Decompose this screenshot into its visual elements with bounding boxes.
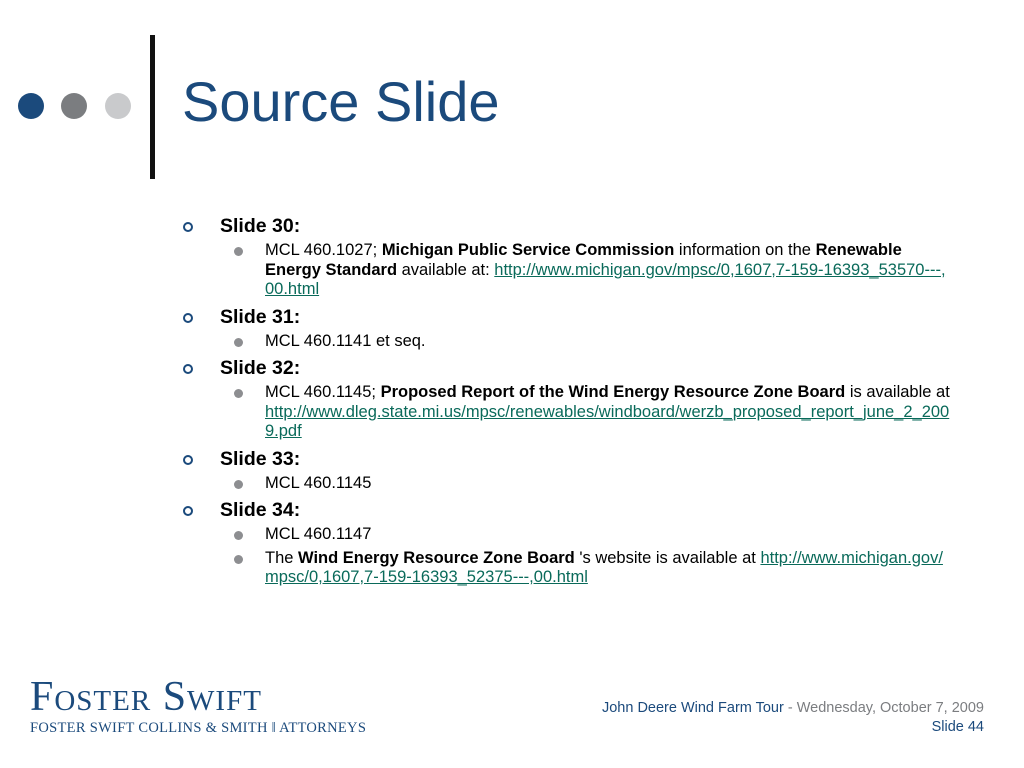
dot-bullet-icon xyxy=(234,555,243,564)
item-text: information on the xyxy=(674,241,816,259)
bold-text: Proposed Report of the Wind Energy Resource Zone Board xyxy=(380,383,846,401)
list-item xyxy=(265,332,953,352)
section-heading-label: Slide 34: xyxy=(220,499,301,521)
list-item xyxy=(265,525,953,545)
logo-wordmark: Foster Swift xyxy=(30,674,262,720)
list-item xyxy=(265,241,953,300)
ring-bullet-icon xyxy=(183,455,193,465)
ring-bullet-icon xyxy=(183,313,193,323)
section-heading-label: Slide 31: xyxy=(220,305,301,328)
list-item xyxy=(265,474,953,494)
source-link[interactable]: http://www.michigan.gov/mpsc/0,1607,7-159-16393_52375---,00.html xyxy=(265,548,943,586)
footer-date: - Wednesday, October 7, 2009 xyxy=(783,700,984,716)
dot-bullet-icon xyxy=(234,531,243,540)
item-text: available at: xyxy=(397,260,495,279)
light-gray-dot-icon xyxy=(105,93,131,119)
title-divider xyxy=(150,35,155,179)
bold-text: Renewable Energy Standard xyxy=(265,241,902,279)
logo-tagline: FOSTER SWIFT COLLINS & SMITH ‖ ATTORNEYS xyxy=(30,720,367,736)
source-section xyxy=(183,447,953,494)
item-text: is available at xyxy=(845,383,950,401)
item-text: MCL 460.1145; xyxy=(265,383,381,401)
slide-footer xyxy=(602,699,984,737)
source-link[interactable]: http://www.michigan.gov/mpsc/0,1607,7-159-16393_53570---,00.html xyxy=(265,260,946,298)
dot-bullet-icon xyxy=(234,389,243,398)
ring-bullet-icon xyxy=(183,364,193,374)
slide-title: Source Slide xyxy=(182,70,500,133)
source-section xyxy=(183,214,953,300)
footer-slide-number: Slide 44 xyxy=(931,719,984,735)
item-text: The xyxy=(265,548,299,567)
source-section xyxy=(183,356,953,442)
item-text: MCL 460.1145 xyxy=(265,473,372,492)
section-heading xyxy=(183,498,953,522)
dark-blue-dot-icon xyxy=(18,93,44,119)
section-heading-label: Slide 30: xyxy=(220,215,301,237)
item-text: MCL 460.1027; xyxy=(265,241,382,259)
list-item xyxy=(265,383,953,442)
section-heading xyxy=(183,214,953,238)
footer-event: John Deere Wind Farm Tour xyxy=(601,700,784,716)
item-text: MCL 460.1141 et seq. xyxy=(265,331,426,350)
section-heading-label: Slide 33: xyxy=(220,447,301,470)
item-text: MCL 460.1147 xyxy=(265,525,372,543)
section-heading-label: Slide 32: xyxy=(220,357,301,379)
source-section xyxy=(183,498,953,588)
dot-bullet-icon xyxy=(234,247,243,256)
bold-text: Wind Energy Resource Zone Board xyxy=(298,548,575,567)
dot-bullet-icon xyxy=(234,480,243,489)
section-heading xyxy=(183,447,953,471)
ring-bullet-icon xyxy=(183,506,193,516)
dot-bullet-icon xyxy=(234,338,243,347)
source-section xyxy=(183,305,953,352)
section-heading xyxy=(183,356,953,380)
bold-text: Michigan Public Service Commission xyxy=(381,241,675,259)
source-link[interactable]: http://www.dleg.state.mi.us/mpsc/renewables/windboard/werzb_proposed_report_june_2_2009.pdf xyxy=(265,402,950,440)
list-item xyxy=(265,549,953,588)
section-heading xyxy=(183,305,953,329)
item-text: 's website is available at xyxy=(574,548,761,567)
ring-bullet-icon xyxy=(183,222,193,232)
foster-swift-logo xyxy=(30,676,366,736)
gray-dot-icon xyxy=(61,93,87,119)
slide-content xyxy=(183,214,953,593)
